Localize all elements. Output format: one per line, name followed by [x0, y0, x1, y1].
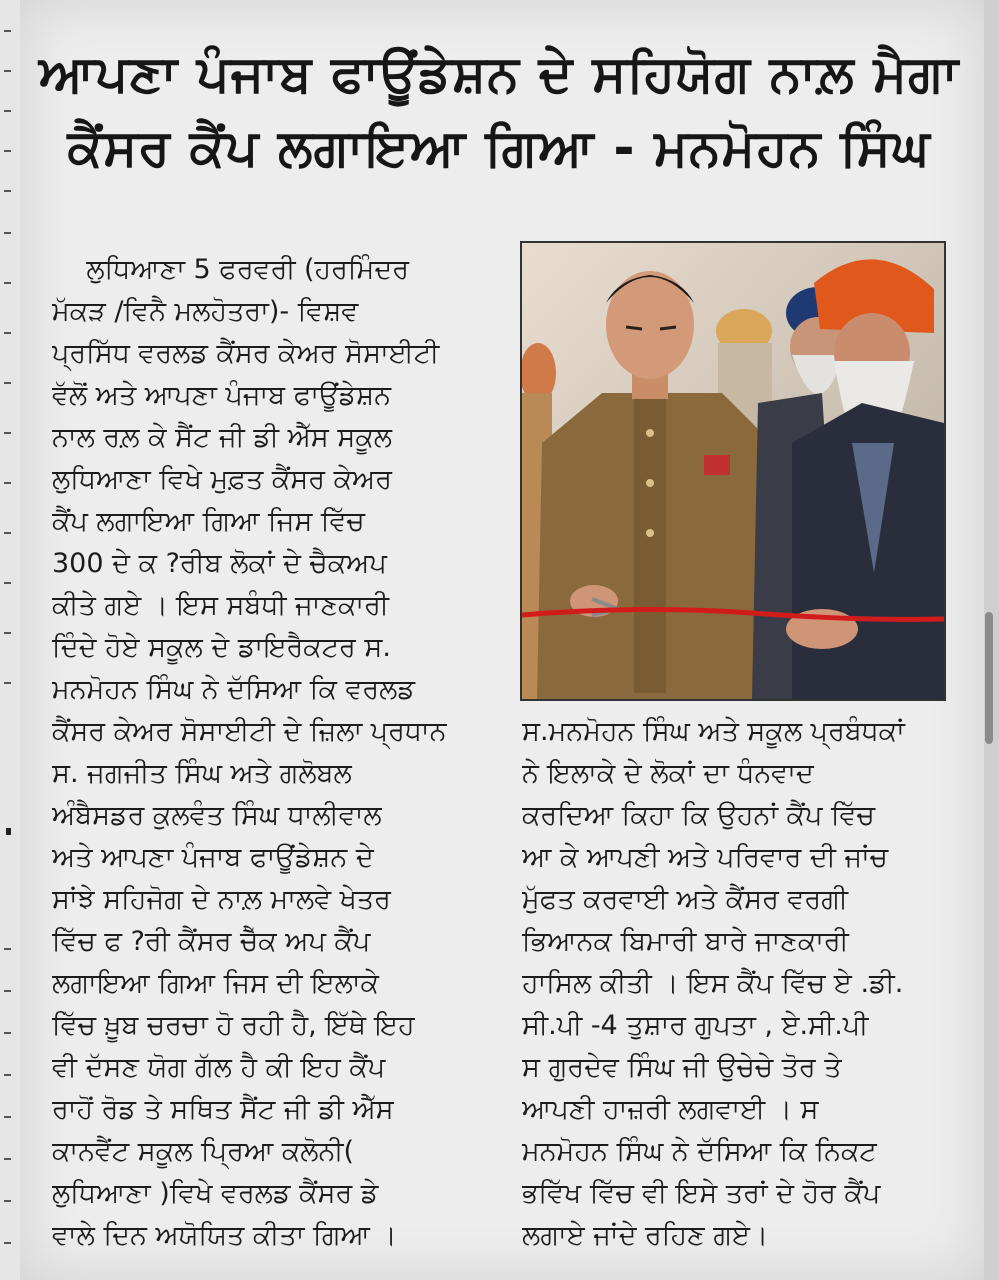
- body-line: ਹਾਸਿਲ ਕੀਤੀ । ਇਸ ਕੈਂਪ ਵਿੱਚ ਏ .ਡੀ.: [522, 968, 904, 999]
- body-line: ਲੁਧਿਆਣਾ ਵਿਖੇ ਮੁਫ਼ਤ ਕੈਂਸਰ ਕੇਅਰ: [52, 464, 392, 495]
- margin-mark: [4, 232, 11, 234]
- body-line: ਪ੍ਰਸਿੱਧ ਵਰਲਡ ਕੈਂਸਰ ਕੇਅਰ ਸੋਸਾਈਟੀ: [52, 338, 440, 369]
- margin-dot: [6, 828, 11, 835]
- margin-mark: [4, 1074, 11, 1076]
- article-column-right: [522, 711, 952, 1257]
- margin-mark: [4, 682, 11, 684]
- body-line: ਕੈਂਪ ਲਗਾਇਆ ਗਿਆ ਜਿਸ ਵਿੱਚ: [52, 506, 365, 537]
- body-line: ਆਪਣੀ ਹਾਜ਼ਰੀ ਲਗਵਾਈ । ਸ: [522, 1094, 819, 1125]
- margin-mark: [4, 332, 11, 334]
- body-line: ਕੀਤੇ ਗਏ । ਇਸ ਸਬੰਧੀ ਜਾਣਕਾਰੀ: [52, 590, 390, 621]
- body-line: ਵੀ ਦੱਸਣ ਯੋਗ ਗੱਲ ਹੈ ਕੀ ਇਹ ਕੈਂਪ: [52, 1052, 386, 1083]
- body-line: ਲਗਾਇਆ ਗਿਆ ਜਿਸ ਦੀ ਇਲਾਕੇ: [52, 968, 379, 999]
- margin-mark: [4, 1200, 11, 1202]
- body-line: ਸ.ਮਨਮੋਹਨ ਸਿੰਘ ਅਤੇ ਸਕੂਲ ਪ੍ਰਬੰਧਕਾਂ: [522, 716, 905, 747]
- body-line: ਵਿੱਚ ਖ਼ੂਬ ਚਰਚਾ ਹੋ ਰਹੀ ਹੈ, ਇੱਥੇ ਇਹ: [52, 1010, 415, 1041]
- margin-mark: [4, 110, 11, 112]
- margin-mark: [4, 948, 11, 950]
- article-column-left: [52, 249, 484, 1257]
- headline-line: ਕੈਂਸਰ ਕੈਂਪ ਲਗਾਇਆ ਗਿਆ - ਮਨਮੋਹਨ ਸਿੰਘ: [67, 119, 931, 178]
- body-line: ਲਗਾਏ ਜਾਂਦੇ ਰਹਿਣ ਗਏ।: [522, 1220, 769, 1251]
- margin-mark: [4, 1032, 11, 1034]
- body-line: ਕਾਨਵੈਂਟ ਸਕੂਲ ਪ੍ਰਿਆ ਕਲੋਨੀ(: [52, 1136, 355, 1167]
- margin-mark: [4, 990, 11, 992]
- uniform-button: [646, 529, 654, 537]
- scrollbar-thumb[interactable]: [985, 612, 993, 744]
- headline-line: ਆਪਣਾ ਪੰਜਾਬ ਫਾਊਂਡੇਸ਼ਨ ਦੇ ਸਹਿਯੋਗ ਨਾਲ਼ ਮੈਗਾ: [38, 45, 960, 104]
- body-line: ਵਾਲੇ ਦਿਨ ਅਯੋਯਿਤ ਕੀਤਾ ਗਿਆ ।: [52, 1220, 397, 1251]
- body-line: ਦਿੰਦੇ ਹੋਏ ਸਕੂਲ ਦੇ ਡਾਇਰੈਕਟਰ ਸ.: [52, 632, 391, 663]
- margin-mark: [4, 532, 11, 534]
- body-line: ਆ ਕੇ ਆਪਣੀ ਅਤੇ ਪਰਿਵਾਰ ਦੀ ਜਾਂਚ: [522, 842, 888, 873]
- margin-mark: [4, 582, 11, 584]
- ribbon-cutting-photo: [520, 241, 946, 701]
- margin-mark: [4, 1158, 11, 1160]
- margin-mark: [4, 70, 11, 72]
- article-headline: [34, 38, 964, 186]
- margin-mark: [4, 482, 11, 484]
- body-line: ਸਾਂਝੇ ਸਹਿਜੋਗ ਦੇ ਨਾਲ਼ ਮਾਲਵੇ ਖੇਤਰ: [52, 884, 391, 915]
- body-line: ਰਾਹੋਂ ਰੋਡ ਤੇ ਸਥਿਤ ਸੈਂਟ ਜੀ ਡੀ ਐੱਸ: [52, 1094, 394, 1125]
- body-line: ਨਾਲ ਰਲ਼ ਕੇ ਸੈਂਟ ਜੀ ਡੀ ਐੱਸ ਸਕੂਲ: [52, 422, 392, 453]
- body-line: ਮੱਕੜ /ਵਿਨੈ ਮਲਹੋਤਰਾ)- ਵਿਸ਼ਵ: [52, 296, 359, 327]
- margin-mark: [4, 382, 11, 384]
- body-line: ਸੀ.ਪੀ -4 ਤੁਸ਼ਾਰ ਗੁਪਤਾ , ਏ.ਸੀ.ਪੀ: [522, 1010, 869, 1041]
- body-line: ਅੰਬੈਸਡਰ ਕੁਲਵੰਤ ਸਿੰਘ ਧਾਲੀਵਾਲ: [52, 800, 382, 831]
- margin-mark: [4, 432, 11, 434]
- photo-illustration: [522, 243, 944, 699]
- body-line: ਨੇ ਇਲਾਕੇ ਦੇ ਲੋਕਾਂ ਦਾ ਧੰਨਵਾਦ: [522, 758, 814, 789]
- margin-mark: [4, 150, 11, 152]
- body-line: ਮਨਮੋਹਨ ਸਿੰਘ ਨੇ ਦੱਸਿਆ ਕਿ ਨਿਕਟ: [522, 1136, 877, 1167]
- body-line: ਕੈਂਸਰ ਕੇਅਰ ਸੋਸਾਈਟੀ ਦੇ ਜ਼ਿਲਾ ਪ੍ਰਧਾਨ: [52, 716, 447, 747]
- body-line: ਭਿਆਨਕ ਬਿਮਾਰੀ ਬਾਰੇ ਜਾਣਕਾਰੀ: [522, 926, 849, 957]
- body-line: 300 ਦੇ ਕ ?ਰੀਬ ਲੋਕਾਂ ਦੇ ਚੈਕਅਪ: [52, 548, 387, 579]
- body-line: ਕਰਦਿਆ ਕਿਹਾ ਕਿ ਉਹਨਾਂ ਕੈਂਪ ਵਿੱਚ: [522, 800, 875, 831]
- left-page-margin: [0, 0, 20, 1280]
- body-line: ਮਨਮੋਹਨ ਸਿੰਘ ਨੇ ਦੱਸਿਆ ਕਿ ਵਰਲਡ: [52, 674, 415, 705]
- margin-mark: [4, 1116, 11, 1118]
- uniform-badge: [704, 455, 730, 475]
- body-line: ਸ ਗੁਰਦੇਵ ਸਿੰਘ ਜੀ ਉਚੇਚੇ ਤੋਰ ਤੇ: [522, 1052, 842, 1083]
- margin-mark: [4, 282, 11, 284]
- body-line: ਲੁਧਿਆਣਾ )ਵਿਖੇ ਵਰਲਡ ਕੈਂਸਰ ਡੇ: [52, 1178, 379, 1209]
- body-line: ਲੁਧਿਆਣਾ 5 ਫਰਵਰੀ (ਹਰਮਿੰਦਰ: [52, 254, 409, 285]
- uniform-button: [646, 429, 654, 437]
- body-line: ਅਤੇ ਆਪਣਾ ਪੰਜਾਬ ਫਾਊਂਡੇਸ਼ਨ ਦੇ: [52, 842, 374, 873]
- body-line: ਭਵਿੱਖ ਵਿੱਚ ਵੀ ਇਸੇ ਤਰਾਂ ਦੇ ਹੋਰ ਕੈਂਪ: [522, 1178, 881, 1209]
- margin-mark: [4, 632, 11, 634]
- uniform-placket: [634, 393, 666, 693]
- body-line: ਵੱਲੋਂ ਅਤੇ ਆਪਣਾ ਪੰਜਾਬ ਫਾਊਂਡੇਸ਼ਨ: [52, 380, 391, 411]
- margin-mark: [4, 190, 11, 192]
- body-line: ਮੁੱਫਤ ਕਰਵਾਈ ਅਤੇ ਕੈਂਸਰ ਵਰਗੀ: [522, 884, 849, 915]
- body-line: ਵਿੱਚ ਫ ?ਰੀ ਕੈਂਸਰ ਚੈੱਕ ਅਪ ਕੈਂਪ: [52, 926, 371, 957]
- margin-mark: [4, 1242, 11, 1244]
- uniform-button: [646, 479, 654, 487]
- margin-mark: [4, 30, 11, 32]
- body-line: ਸ. ਜਗਜੀਤ ਸਿੰਘ ਅਤੇ ਗਲੋਬਲ: [52, 758, 352, 789]
